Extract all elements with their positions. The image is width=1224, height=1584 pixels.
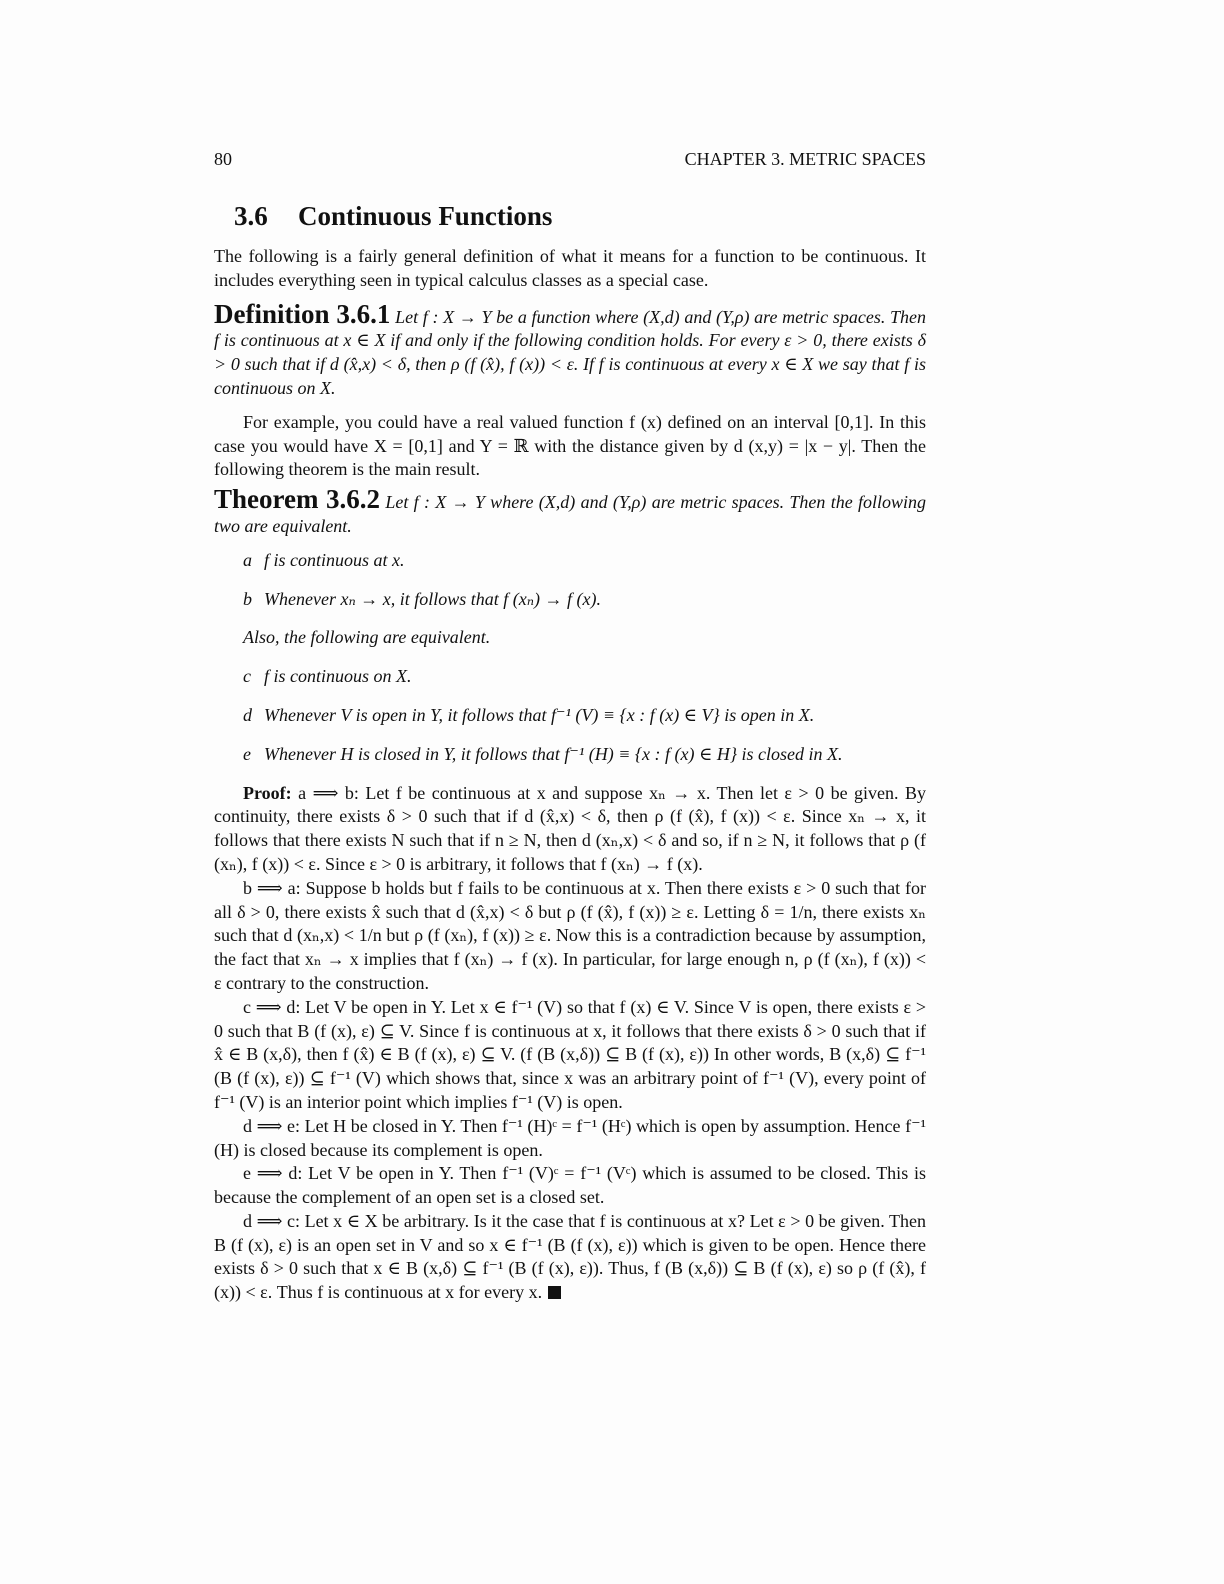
item-text: Whenever V is open in Y, it follows that f⁻¹ (V) ≡ {x : f (x) ∈ V} is open in X. bbox=[264, 704, 815, 725]
proof-paragraph: b ⟹ a: Suppose b holds but f fails to be continuous at x. Then there exists ε > 0 such that for all δ > 0, there exists x̂ such that d (x̂,x) < δ but ρ (f (x̂), f (x)) ≥ ε. Letting δ = 1/n, there exists xₙ such that d (xₙ,x) < 1/n but ρ (f (xₙ), f (x)) ≥ ε. Now this is a contradiction because by assumption, the fact that xₙ → x implies that f (xₙ) → f (x). In particular, for large enough n, ρ (f (xₙ), f (x)) < ε contrary to the construction. bbox=[214, 877, 926, 993]
definition-block bbox=[214, 298, 927, 401]
theorem-also: Also, the following are equivalent. bbox=[243, 627, 491, 648]
section-number: 3.6 bbox=[234, 201, 268, 231]
list-item bbox=[243, 665, 926, 689]
proof-paragraph: c ⟹ d: Let V be open in Y. Let x ∈ f⁻¹ (V) so that f (x) ∈ V. Since V is open, there exists ε > 0 such that B (f (x), ε) ⊆ V. Since f is continuous at x, it follows that there exists δ > 0 such that if x̂ ∈ B (x,δ), then f (x̂) ∈ B (f (x), ε) ⊆ V. (f (B (x,δ)) ⊆ B (f (x), ε)) In other words, B (x,δ) ⊆ f⁻¹ (B (f (x), ε)) ⊆ f⁻¹ (V) which shows that, since x was an arbitrary point of f⁻¹ (V), every point of f⁻¹ (V) is an interior point which implies f⁻¹ (V) is open. bbox=[214, 996, 926, 1112]
section-heading bbox=[234, 196, 926, 236]
proof-paragraph bbox=[214, 1210, 926, 1305]
item-label: c bbox=[243, 666, 251, 687]
chapter-title: CHAPTER 3. METRIC SPACES bbox=[684, 149, 926, 169]
list-item bbox=[243, 704, 926, 728]
item-text: f is continuous at x. bbox=[264, 549, 405, 570]
theorem-body: Let f : X → Y where (X,d) and (Y,ρ) are metric spaces. Then the following two are equivalent. bbox=[214, 492, 927, 536]
theorem-block bbox=[214, 484, 927, 539]
definition-body: Let f : X → Y be a function where (X,d) and (Y,ρ) are metric spaces. Then f is continuous at x ∈ X if and only if the following condition holds. For every ε > 0, there exists δ > 0 such that if d (x̂,x) < δ, then ρ (f (x̂), f (x)) < ε. If f is continuous at every x ∈ X we say that f is continuous on X. bbox=[214, 306, 927, 398]
item-text: Whenever xₙ → x, it follows that f (xₙ) → f (x). bbox=[264, 588, 601, 609]
proof-paragraph bbox=[214, 782, 926, 877]
running-header bbox=[214, 146, 926, 172]
proof-label: Proof: bbox=[243, 782, 292, 803]
intro-paragraph: The following is a fairly general definition of what it means for a function to be continuous. It includes everything seen in typical calculus classes as a special case. bbox=[214, 246, 926, 290]
item-text: f is continuous on X. bbox=[264, 666, 412, 687]
page-content bbox=[214, 196, 926, 1305]
section-title: Continuous Functions bbox=[298, 201, 553, 231]
item-text: Whenever H is closed in Y, it follows that f⁻¹ (H) ≡ {x : f (x) ∈ H} is closed in X. bbox=[264, 743, 843, 764]
proof-block bbox=[214, 782, 926, 1306]
list-item bbox=[243, 588, 926, 612]
list-item bbox=[243, 743, 926, 767]
proof-paragraph: d ⟹ e: Let H be closed in Y. Then f⁻¹ (H)ᶜ = f⁻¹ (Hᶜ) which is open by assumption. Hence f⁻¹ (H) is closed because its complement is open. bbox=[214, 1115, 926, 1160]
list-item bbox=[243, 549, 926, 573]
item-label: a bbox=[243, 549, 252, 570]
theorem-label: Theorem 3.6.2 bbox=[214, 484, 381, 515]
qed-square-icon bbox=[548, 1286, 561, 1299]
item-label: b bbox=[243, 588, 252, 609]
definition-label: Definition 3.6.1 bbox=[214, 298, 391, 329]
item-label: d bbox=[243, 704, 252, 725]
example-paragraph: For example, you could have a real valued function f (x) defined on an interval [0,1]. In this case you would have X = [0,1] and Y = ℝ with the distance given by d (x,y) = |x − y|. Then the following theorem is the main result. bbox=[214, 411, 926, 480]
item-label: e bbox=[243, 743, 251, 764]
proof-text: d ⟹ c: Let x ∈ X be arbitrary. Is it the case that f is continuous at x? Let ε > 0 be given. Then B (f (x), ε) is an open set in V and so x ∈ f⁻¹ (B (f (x), ε)) which is given to be open. Hence there exists δ > 0 such that x ∈ B (x,δ) ⊆ f⁻¹ (B (f (x), ε)). Thus, f (B (x,δ)) ⊆ B (f (x), ε) so ρ (f (x̂), f (x)) < ε. Thus f is continuous at x for every x. bbox=[214, 1210, 926, 1303]
proof-text: a ⟹ b: Let f be continuous at x and suppose xₙ → x. Then let ε > 0 be given. By continuity, there exists δ > 0 such that if d (x̂,x) < δ, then ρ (f (x̂), f (x)) < ε. Since xₙ → x, it follows that there exists N such that if n ≥ N, then d (xₙ,x) < δ and so, if n ≥ N, it follows that ρ (f (xₙ), f (x)) < ε. Since ε > 0 is arbitrary, it follows that f (xₙ) → f (x). bbox=[214, 782, 927, 874]
page-number: 80 bbox=[214, 149, 232, 169]
proof-paragraph: e ⟹ d: Let V be open in Y. Then f⁻¹ (V)ᶜ = f⁻¹ (Vᶜ) which is assumed to be closed. This is because the complement of an open set is a closed set. bbox=[214, 1163, 926, 1208]
theorem-conditions bbox=[243, 549, 926, 767]
